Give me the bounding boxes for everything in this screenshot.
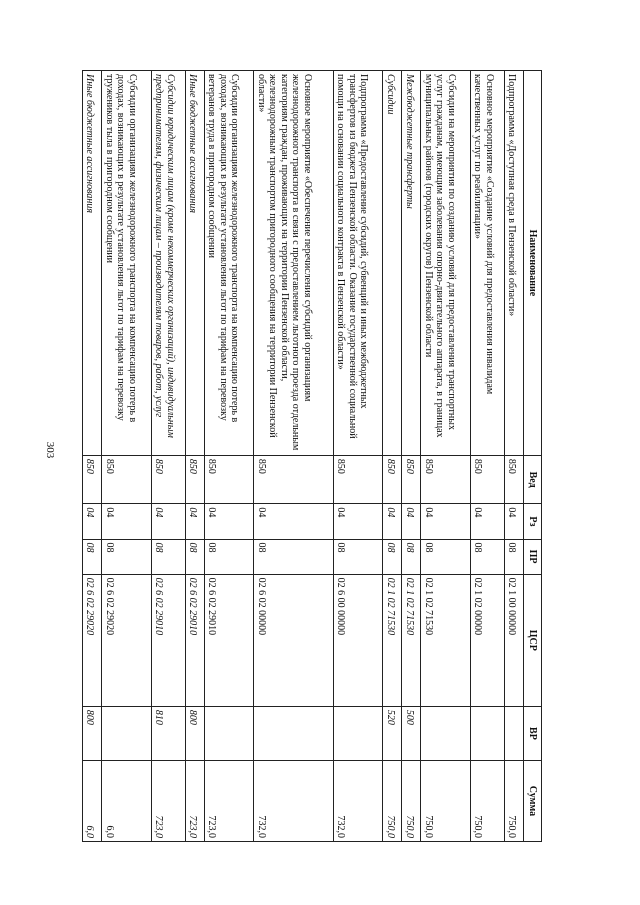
row-ved: 850 bbox=[421, 455, 470, 504]
row-vr: 810 bbox=[151, 706, 185, 760]
row-rz: 04 bbox=[383, 504, 402, 539]
row-sum: 6,0 bbox=[83, 760, 102, 841]
row-pr: 08 bbox=[470, 539, 504, 574]
row-ved: 850 bbox=[333, 455, 382, 504]
row-vr bbox=[102, 706, 151, 760]
row-csr: 02 6 02 29010 bbox=[185, 574, 204, 706]
row-ved: 850 bbox=[102, 455, 151, 504]
row-name: Иные бюджетные ассигнования bbox=[83, 71, 102, 456]
row-rz: 04 bbox=[204, 504, 253, 539]
row-vr bbox=[204, 706, 253, 760]
table-row bbox=[185, 71, 204, 842]
row-pr: 08 bbox=[102, 539, 151, 574]
row-sum: 750,0 bbox=[504, 760, 523, 841]
row-name: Подпрограмма «Доступная среда в Пензенской области» bbox=[504, 71, 523, 456]
row-ved: 850 bbox=[185, 455, 204, 504]
row-name: Подпрограмма «Предоставление субсидий, субвенций и иных межбюджетных трансфертов из бюджета Пензенской области. Оказание государственной социальной помощи на основании социального контракта в Пензенской области» bbox=[333, 71, 382, 456]
row-pr: 08 bbox=[421, 539, 470, 574]
row-name: Субсидии юридическим лицам (кроме некоммерческих организаций), индивидуальным предпринимателям, физическим лицам – производителям товаров, работ, услуг bbox=[151, 71, 185, 456]
rotated-page-content bbox=[82, 70, 542, 842]
row-vr bbox=[470, 706, 504, 760]
table-row bbox=[383, 71, 402, 842]
row-ved: 850 bbox=[83, 455, 102, 504]
table-row bbox=[470, 71, 504, 842]
row-csr: 02 1 02 00000 bbox=[470, 574, 504, 706]
row-rz: 04 bbox=[102, 504, 151, 539]
row-rz: 04 bbox=[470, 504, 504, 539]
row-sum: 723,0 bbox=[185, 760, 204, 841]
row-ved: 850 bbox=[470, 455, 504, 504]
row-sum: 750,0 bbox=[383, 760, 402, 841]
header-ved: Вед bbox=[524, 455, 542, 504]
row-csr: 02 6 02 29010 bbox=[151, 574, 185, 706]
table-row bbox=[402, 71, 421, 842]
row-sum: 750,0 bbox=[421, 760, 470, 841]
row-rz: 04 bbox=[504, 504, 523, 539]
row-pr: 08 bbox=[204, 539, 253, 574]
row-pr: 08 bbox=[333, 539, 382, 574]
row-pr: 08 bbox=[151, 539, 185, 574]
budget-table bbox=[82, 70, 542, 842]
row-pr: 08 bbox=[185, 539, 204, 574]
row-rz: 04 bbox=[185, 504, 204, 539]
row-pr: 08 bbox=[383, 539, 402, 574]
header-csr: ЦСР bbox=[524, 574, 542, 706]
row-ved: 850 bbox=[402, 455, 421, 504]
row-pr: 08 bbox=[254, 539, 334, 574]
row-csr: 02 1 00 00000 bbox=[504, 574, 523, 706]
table-row bbox=[151, 71, 185, 842]
row-sum: 723,0 bbox=[151, 760, 185, 841]
row-sum: 732,0 bbox=[254, 760, 334, 841]
row-pr: 08 bbox=[402, 539, 421, 574]
row-name: Субсидии организациям железнодорожного транспорта на компенсацию потерь в доходах, возникающих в результате установления льгот по тарифам на перевозку тружеников тыла в пригородном сообщении bbox=[102, 71, 151, 456]
table-row bbox=[83, 71, 102, 842]
row-csr: 02 1 02 71530 bbox=[402, 574, 421, 706]
row-rz: 04 bbox=[254, 504, 334, 539]
table-row bbox=[333, 71, 382, 842]
row-rz: 04 bbox=[83, 504, 102, 539]
row-csr: 02 6 02 29010 bbox=[204, 574, 253, 706]
row-ved: 850 bbox=[383, 455, 402, 504]
table-row bbox=[254, 71, 334, 842]
row-rz: 04 bbox=[402, 504, 421, 539]
row-sum: 750,0 bbox=[402, 760, 421, 841]
row-name: Субсидии организациям железнодорожного транспорта на компенсацию потерь в доходах, возникающих в результате установления льгот по тарифам на перевозку ветеранов труда в пригородном сообщении bbox=[204, 71, 253, 456]
row-csr: 02 6 00 00000 bbox=[333, 574, 382, 706]
row-csr: 02 6 02 29020 bbox=[102, 574, 151, 706]
row-vr: 520 bbox=[383, 706, 402, 760]
header-rz: Рз bbox=[524, 504, 542, 539]
row-vr bbox=[504, 706, 523, 760]
row-rz: 04 bbox=[151, 504, 185, 539]
page-number: 303 bbox=[44, 441, 56, 459]
header-vr: ВР bbox=[524, 706, 542, 760]
row-sum: 750,0 bbox=[470, 760, 504, 841]
row-vr: 800 bbox=[83, 706, 102, 760]
row-name: Основное мероприятие «Создание условий для предоставления инвалидам качественных услуг по реабилитации» bbox=[470, 71, 504, 456]
row-rz: 04 bbox=[421, 504, 470, 539]
row-vr bbox=[254, 706, 334, 760]
row-sum: 6,0 bbox=[102, 760, 151, 841]
table-row bbox=[504, 71, 523, 842]
row-ved: 850 bbox=[504, 455, 523, 504]
header-pr: ПР bbox=[524, 539, 542, 574]
table-row bbox=[102, 71, 151, 842]
row-name: Субсидии bbox=[383, 71, 402, 456]
row-name: Основное мероприятие «Обеспечение перечисления субсидий организациям железнодорожного транспорта в связи с предоставлением льготного проезда отдельным категориям граждан, проживающих на территории Пензенской области, железнодорожным транспортом пригородного сообщения на территории Пензенской области» bbox=[254, 71, 334, 456]
row-vr bbox=[333, 706, 382, 760]
row-pr: 08 bbox=[504, 539, 523, 574]
row-sum: 723,0 bbox=[204, 760, 253, 841]
row-vr: 500 bbox=[402, 706, 421, 760]
row-csr: 02 6 02 29020 bbox=[83, 574, 102, 706]
header-sum: Сумма bbox=[524, 760, 542, 841]
row-name: Иные бюджетные ассигнования bbox=[185, 71, 204, 456]
header-name: Наименование bbox=[524, 71, 542, 456]
row-name: Субсидии на мероприятия по созданию условий для предоставления транспортных услуг гражданам, имеющим заболевания опорно-двигательного аппарата, в границах муниципальных районов (городских округов) Пензенской области bbox=[421, 71, 470, 456]
row-vr: 800 bbox=[185, 706, 204, 760]
row-ved: 850 bbox=[204, 455, 253, 504]
row-csr: 02 1 02 71530 bbox=[421, 574, 470, 706]
row-ved: 850 bbox=[254, 455, 334, 504]
row-csr: 02 6 02 00000 bbox=[254, 574, 334, 706]
row-ved: 850 bbox=[151, 455, 185, 504]
table-row bbox=[204, 71, 253, 842]
row-pr: 08 bbox=[83, 539, 102, 574]
row-csr: 02 1 02 71530 bbox=[383, 574, 402, 706]
table-header-row bbox=[524, 71, 542, 842]
row-vr bbox=[421, 706, 470, 760]
row-rz: 04 bbox=[333, 504, 382, 539]
row-name: Межбюджетные трансферты bbox=[402, 71, 421, 456]
table-row bbox=[421, 71, 470, 842]
row-sum: 732,0 bbox=[333, 760, 382, 841]
